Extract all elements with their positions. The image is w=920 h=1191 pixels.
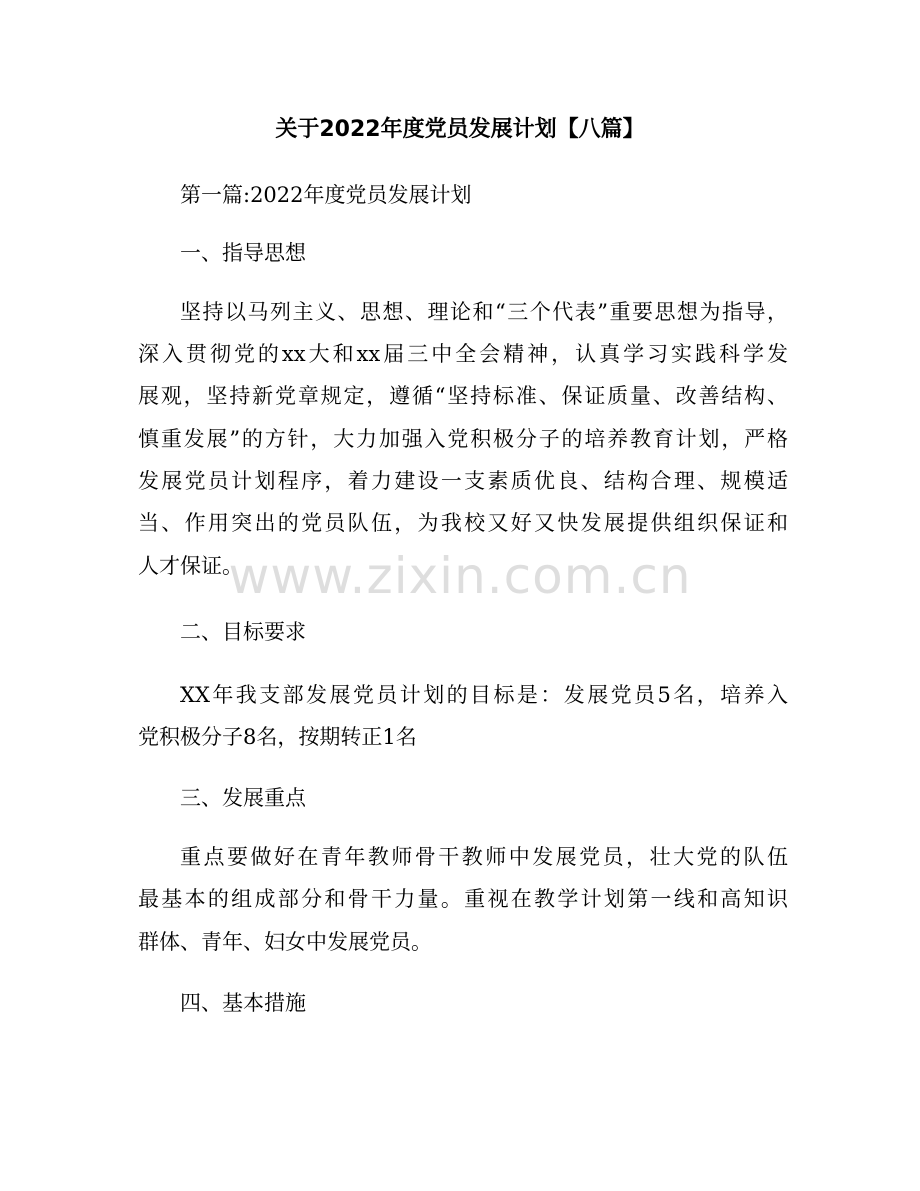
paragraph-line: 展观，坚持新党章规定，遵循“坚持标准、保证质量、改善结构、: [138, 384, 788, 408]
paragraph-line: 坚持以马列主义、思想、理论和“三个代表”重要思想为指导，: [180, 300, 788, 324]
section-heading-goals: 二、目标要求: [180, 620, 306, 644]
paragraph-line: 深入贯彻党的xx大和xx届三中全会精神，认真学习实践科学发: [138, 342, 788, 366]
section-heading-guiding-ideology: 一、指导思想: [180, 241, 306, 265]
section-heading-basic-measures: 四、基本措施: [180, 991, 306, 1015]
section-heading-development-focus: 三、发展重点: [180, 786, 306, 810]
watermark-text: www.zixin.com.cn: [228, 547, 692, 605]
paragraph-line: 发展党员计划程序，着力建设一支素质优良、结构合理、规模适: [138, 469, 788, 493]
document-title: 关于2022年度党员发展计划【八篇】: [275, 117, 645, 142]
paragraph-line: 人才保证。: [138, 554, 243, 578]
paragraph-line: XX年我支部发展党员计划的目标是：发展党员5名，培养入: [180, 683, 788, 707]
part-heading: 第一篇:2022年度党员发展计划: [180, 183, 472, 207]
paragraph-line: 重点要做好在青年教师骨干教师中发展党员，壮大党的队伍: [180, 845, 788, 869]
paragraph-line: 群体、青年、妇女中发展党员。: [138, 930, 432, 954]
paragraph-line: 最基本的组成部分和骨干力量。重视在教学计划第一线和高知识: [138, 887, 788, 911]
paragraph-line: 慎重发展”的方针，大力加强入党积极分子的培养教育计划，严格: [138, 427, 788, 451]
paragraph-line: 当、作用突出的党员队伍，为我校又好又快发展提供组织保证和: [138, 511, 788, 535]
paragraph-line: 党积极分子8名，按期转正1名: [138, 725, 417, 749]
